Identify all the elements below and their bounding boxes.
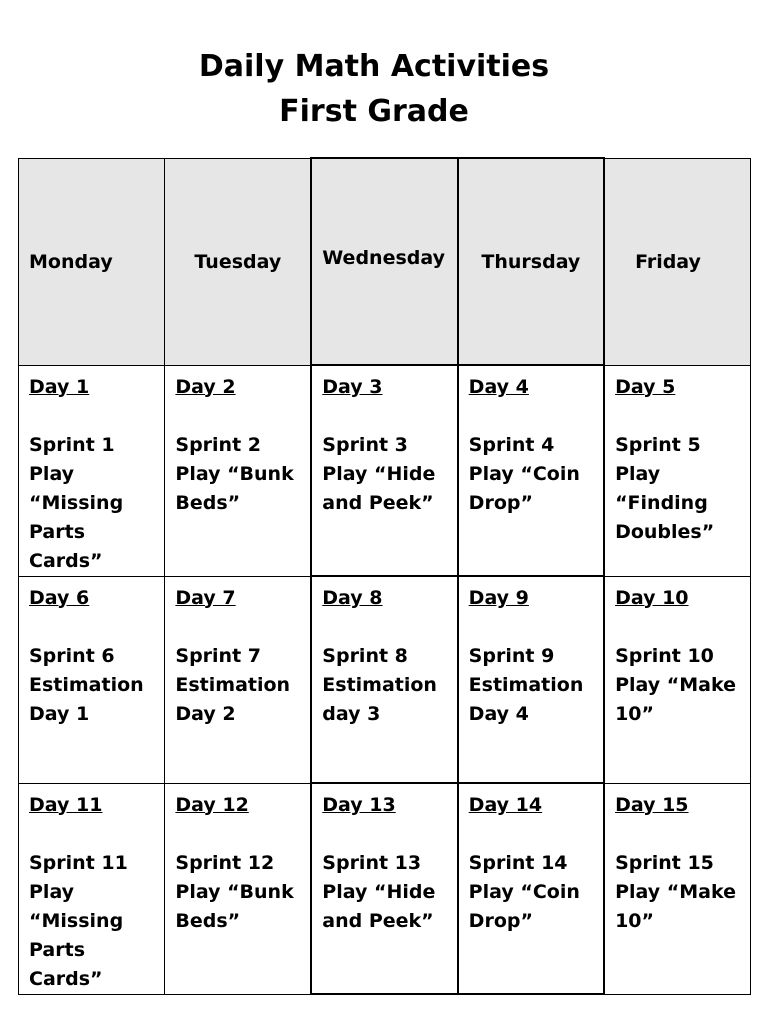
day-cell xyxy=(19,576,165,783)
activity-text: Sprint 10 Play “Make 10” xyxy=(615,644,736,725)
header-label: Thursday xyxy=(481,250,581,273)
day-label: Day 15 xyxy=(615,793,689,816)
activity-text: Sprint 13 Play “Hide and Peek” xyxy=(322,852,436,932)
day-cell xyxy=(604,783,750,994)
header-label: Friday xyxy=(635,250,701,273)
day-label: Day 7 xyxy=(175,586,236,609)
day-label: Day 2 xyxy=(175,375,236,398)
day-cell xyxy=(19,783,165,994)
day-label: Day 6 xyxy=(29,586,90,609)
day-label: Day 4 xyxy=(468,376,529,398)
activity-text: Sprint 7 Estimation Day 2 xyxy=(175,644,291,725)
activity-text: Sprint 3 Play “Hide and Peek” xyxy=(322,434,436,514)
header-tuesday xyxy=(165,158,311,365)
day-cell xyxy=(311,783,457,994)
header-friday xyxy=(604,158,750,365)
header-monday xyxy=(19,158,165,365)
week-row-3 xyxy=(19,783,751,994)
day-cell xyxy=(311,365,457,576)
week-row-2 xyxy=(19,576,751,783)
day-cell xyxy=(458,576,604,783)
header-label: Wednesday xyxy=(322,246,445,269)
day-label: Day 9 xyxy=(468,587,529,609)
header-label: Tuesday xyxy=(194,250,282,273)
week-row-1 xyxy=(19,365,751,576)
day-cell xyxy=(165,576,311,783)
day-cell xyxy=(165,783,311,994)
title-line-1: Daily Math Activities xyxy=(198,49,550,84)
header-label: Monday xyxy=(29,250,113,273)
day-cell xyxy=(165,365,311,576)
header-row xyxy=(19,158,751,365)
activity-text: Sprint 4 Play “Coin Drop” xyxy=(468,434,580,514)
day-label: Day 3 xyxy=(322,376,383,398)
activities-table xyxy=(18,157,751,995)
day-label: Day 5 xyxy=(615,375,676,398)
day-label: Day 12 xyxy=(175,793,249,816)
day-label: Day 10 xyxy=(615,586,689,609)
day-cell xyxy=(19,365,165,576)
day-cell xyxy=(458,365,604,576)
day-cell xyxy=(604,576,750,783)
activity-text: Sprint 2 Play “Bunk Beds” xyxy=(175,433,294,514)
page-title xyxy=(0,44,748,134)
title-line-2: First Grade xyxy=(279,94,469,129)
day-label: Day 13 xyxy=(322,794,396,816)
header-thursday xyxy=(458,158,604,365)
activity-text: Sprint 6 Estimation Day 1 xyxy=(29,644,144,725)
activity-text: Sprint 1 Play “Missing Parts Cards” xyxy=(29,433,124,572)
activity-text: Sprint 8 Estimation day 3 xyxy=(322,645,437,725)
day-cell xyxy=(458,783,604,994)
activity-text: Sprint 11 Play “Missing Parts Cards” xyxy=(29,851,128,990)
activity-text: Sprint 15 Play “Make 10” xyxy=(615,851,736,932)
day-label: Day 14 xyxy=(468,794,543,816)
day-cell xyxy=(604,365,750,576)
day-label: Day 8 xyxy=(322,587,383,609)
day-cell xyxy=(311,576,457,783)
day-label: Day 11 xyxy=(29,793,103,816)
header-wednesday xyxy=(311,158,457,365)
activity-text: Sprint 9 Estimation Day 4 xyxy=(468,645,584,725)
day-label: Day 1 xyxy=(29,375,90,398)
activity-text: Sprint 5 Play “Finding Doubles” xyxy=(615,433,715,543)
activity-text: Sprint 12 Play “Bunk Beds” xyxy=(175,851,294,932)
activity-text: Sprint 14 Play “Coin Drop” xyxy=(468,852,580,932)
